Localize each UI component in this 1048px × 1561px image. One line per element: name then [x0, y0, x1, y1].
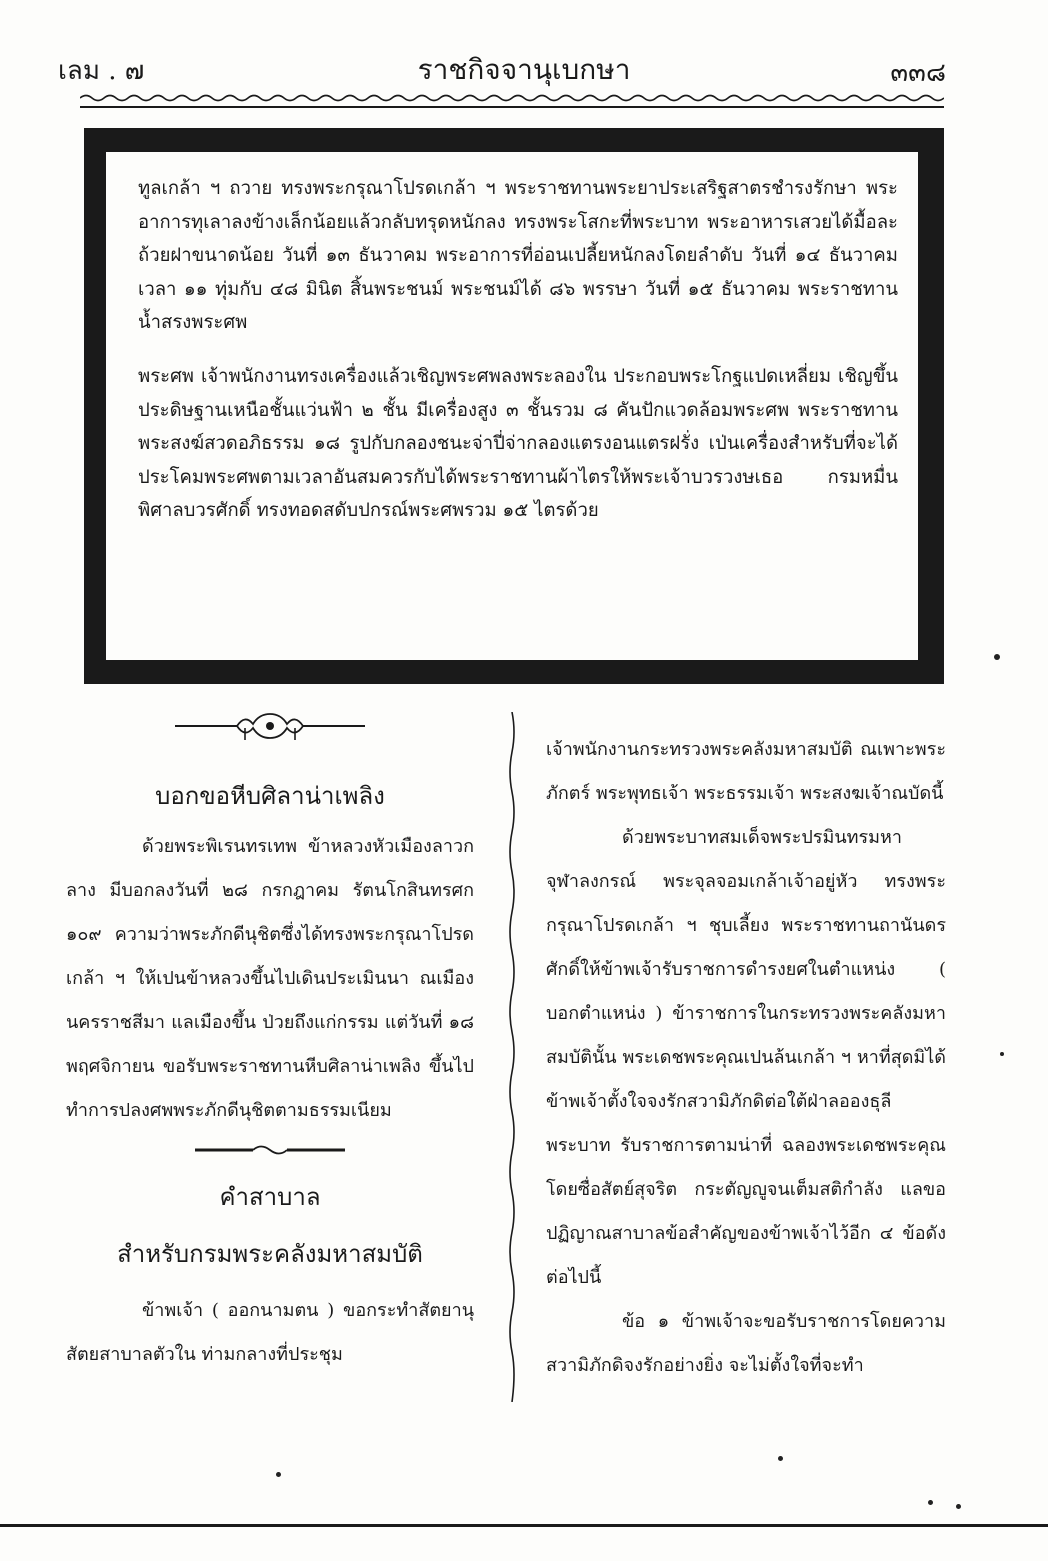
framed-paragraph: พระศพ เจ้าพนักงานทรงเครื่องแล้วเชิญพระศพลงพระลองใน ประกอบพระโกฐแปดเหลี่ยม เชิญขึ้นประดิษฐานเหนือชั้นแว่นฟ้า ๒ ชั้น มีเครื่องสูง ๓ ชั้นรวม ๘ คันปักแวดล้อมพระศพ พระราชทานพระสงฆ์สวดอภิธรรม ๑๘ รูปกับกลองชนะจ่าปี่จ่ากลองแตรงอนแตรฝรั่ง เป่นเครื่องสำหรับที่จะได้ประโคมพระศพตามเวลาอันสมควรกับได้พระราชทานผ้าไตรให้พระเจ้าบวรวงษเธอ กรมหมื่นพิศาลบวรศักดิ์ ทรงทอดสดับปกรณ์พระศพรวม ๑๕ ไตรด้วย [138, 365, 898, 522]
notice-body: ด้วยพระพิเรนทรเทพ ข้าหลวงหัวเมืองลาวกลาง มีบอกลงวันที่ ๒๘ กรกฎาคม รัตนโกสินทรศก ๑๐๙ ความว่าพระภักดีนุชิตซึ่งได้ทรงพระกรุณาโปรดเกล้า ฯ ให้เปนข้าหลวงขึ้นไปเดินประเมินนา ณเมืองนครราชสีมา แลเมืองขึ้น ป่วยถึงแก่กรรม แต่วันที่ ๑๘ พฤศจิกายน ขอรับพระราชทานหีบศิลาน่าเพลิง ขึ้นไปทำการปลงศพพระภักดีนุชิตตามธรรมเนียม [66, 836, 474, 1121]
oath-paragraph: ด้วยพระบาทสมเด็จพระปรมินทรมหาจุฬาลงกรณ์ พระจุลจอมเกล้าเจ้าอยู่หัว ทรงพระกรุณาโปรดเกล้า ฯ ชุบเลี้ยง พระราชทานถานันดรศักดิ์ให้ข้าพเจ้ารับราชการดำรงยศในตำแหน่ง ( บอกตำแหน่ง ) ข้าราชการในกระทรวงพระคลังมหาสมบัตินั้น พระเดชพระคุณเปนล้นเกล้า ฯ หาที่สุดมิได้ ข้าพเจ้าตั้งใจจงรักสวามิภักดิต่อใต้ฝ่าลอองธุลีพระบาท รับราชการตามน่าที่ ฉลองพระเดชพระคุณโดยซื่อสัตย์สุจริต กระตัญญูจนเต็มสติกำลัง แลขอปฏิญาณสาบาลข้อสำคัญของข้าพเจ้าไว้อีก ๔ ข้อดังต่อไปนี้ [546, 827, 946, 1288]
ornament-divider-icon [175, 706, 365, 746]
oath-body: ข้าพเจ้า ( ออกนามตน ) ขอกระทำสัตยานุสัตยสาบาลตัวใน ท่ามกลางที่ประชุม [66, 1300, 474, 1365]
scan-speck [956, 1504, 961, 1509]
bottom-edge-rule [0, 1524, 1048, 1527]
header-wavy-rule [80, 92, 944, 114]
scan-speck [1000, 1052, 1004, 1056]
continued-text: เจ้าพนักงานกระทรวงพระคลังมหาสมบัติ ณเพาะพระภักตร์ พระพุทธเจ้า พระธรรมเจ้า พระสงฆเจ้าณบัดนี้ [546, 739, 946, 804]
page-number: ๓๓๘ [890, 58, 946, 88]
oath-clause: ข้อ ๑ ข้าพเจ้าจะขอรับราชการโดยความสวามิภักดิจงรักอย่างยิ่ง จะไม่ตั้งใจที่จะทำ [546, 1311, 946, 1376]
scan-speck [778, 1456, 783, 1461]
framed-announcement [138, 172, 898, 548]
notice-title: บอกขอหีบศิลาน่าเพลิง [155, 782, 385, 810]
scan-speck [276, 1472, 281, 1477]
volume-number: เลม . ๗ [58, 56, 145, 86]
scan-speck [994, 654, 1000, 660]
oath-subtitle: สำหรับกรมพระคลังมหาสมบัติ [117, 1240, 423, 1268]
oath-title: คำสาบาล [219, 1183, 321, 1211]
column-divider [506, 712, 518, 1402]
gazette-title: ราชกิจจานุเบกษา [417, 53, 631, 86]
framed-paragraph: ทูลเกล้า ฯ ถวาย ทรงพระกรุณาโปรดเกล้า ฯ พระราชทานพระยาประเสริฐสาตรชำรงรักษา พระอาการทุเลาลงข้างเล็กน้อยแล้วกลับทรุดหนักลง ทรงพระโสกะที่พระบาท พระอาหารเสวยได้มื้อละถ้วยฝาขนาดน้อย วันที่ ๑๓ ธันวาคม พระอาการที่อ่อนเปลี้ยหนักลงโดยลำดับ วันที่ ๑๔ ธันวาคม เวลา ๑๑ ทุ่มกับ ๔๘ มินิต สิ้นพระชนม์ พระชนม์ได้ ๘๖ พรรษา วันที่ ๑๕ ธันวาคม พระราชทานน้ำสรงพระศพ [138, 178, 898, 334]
left-column [66, 706, 474, 1377]
right-column [546, 728, 946, 1388]
short-ornament-rule-icon [195, 1139, 345, 1161]
scan-speck [928, 1500, 933, 1505]
